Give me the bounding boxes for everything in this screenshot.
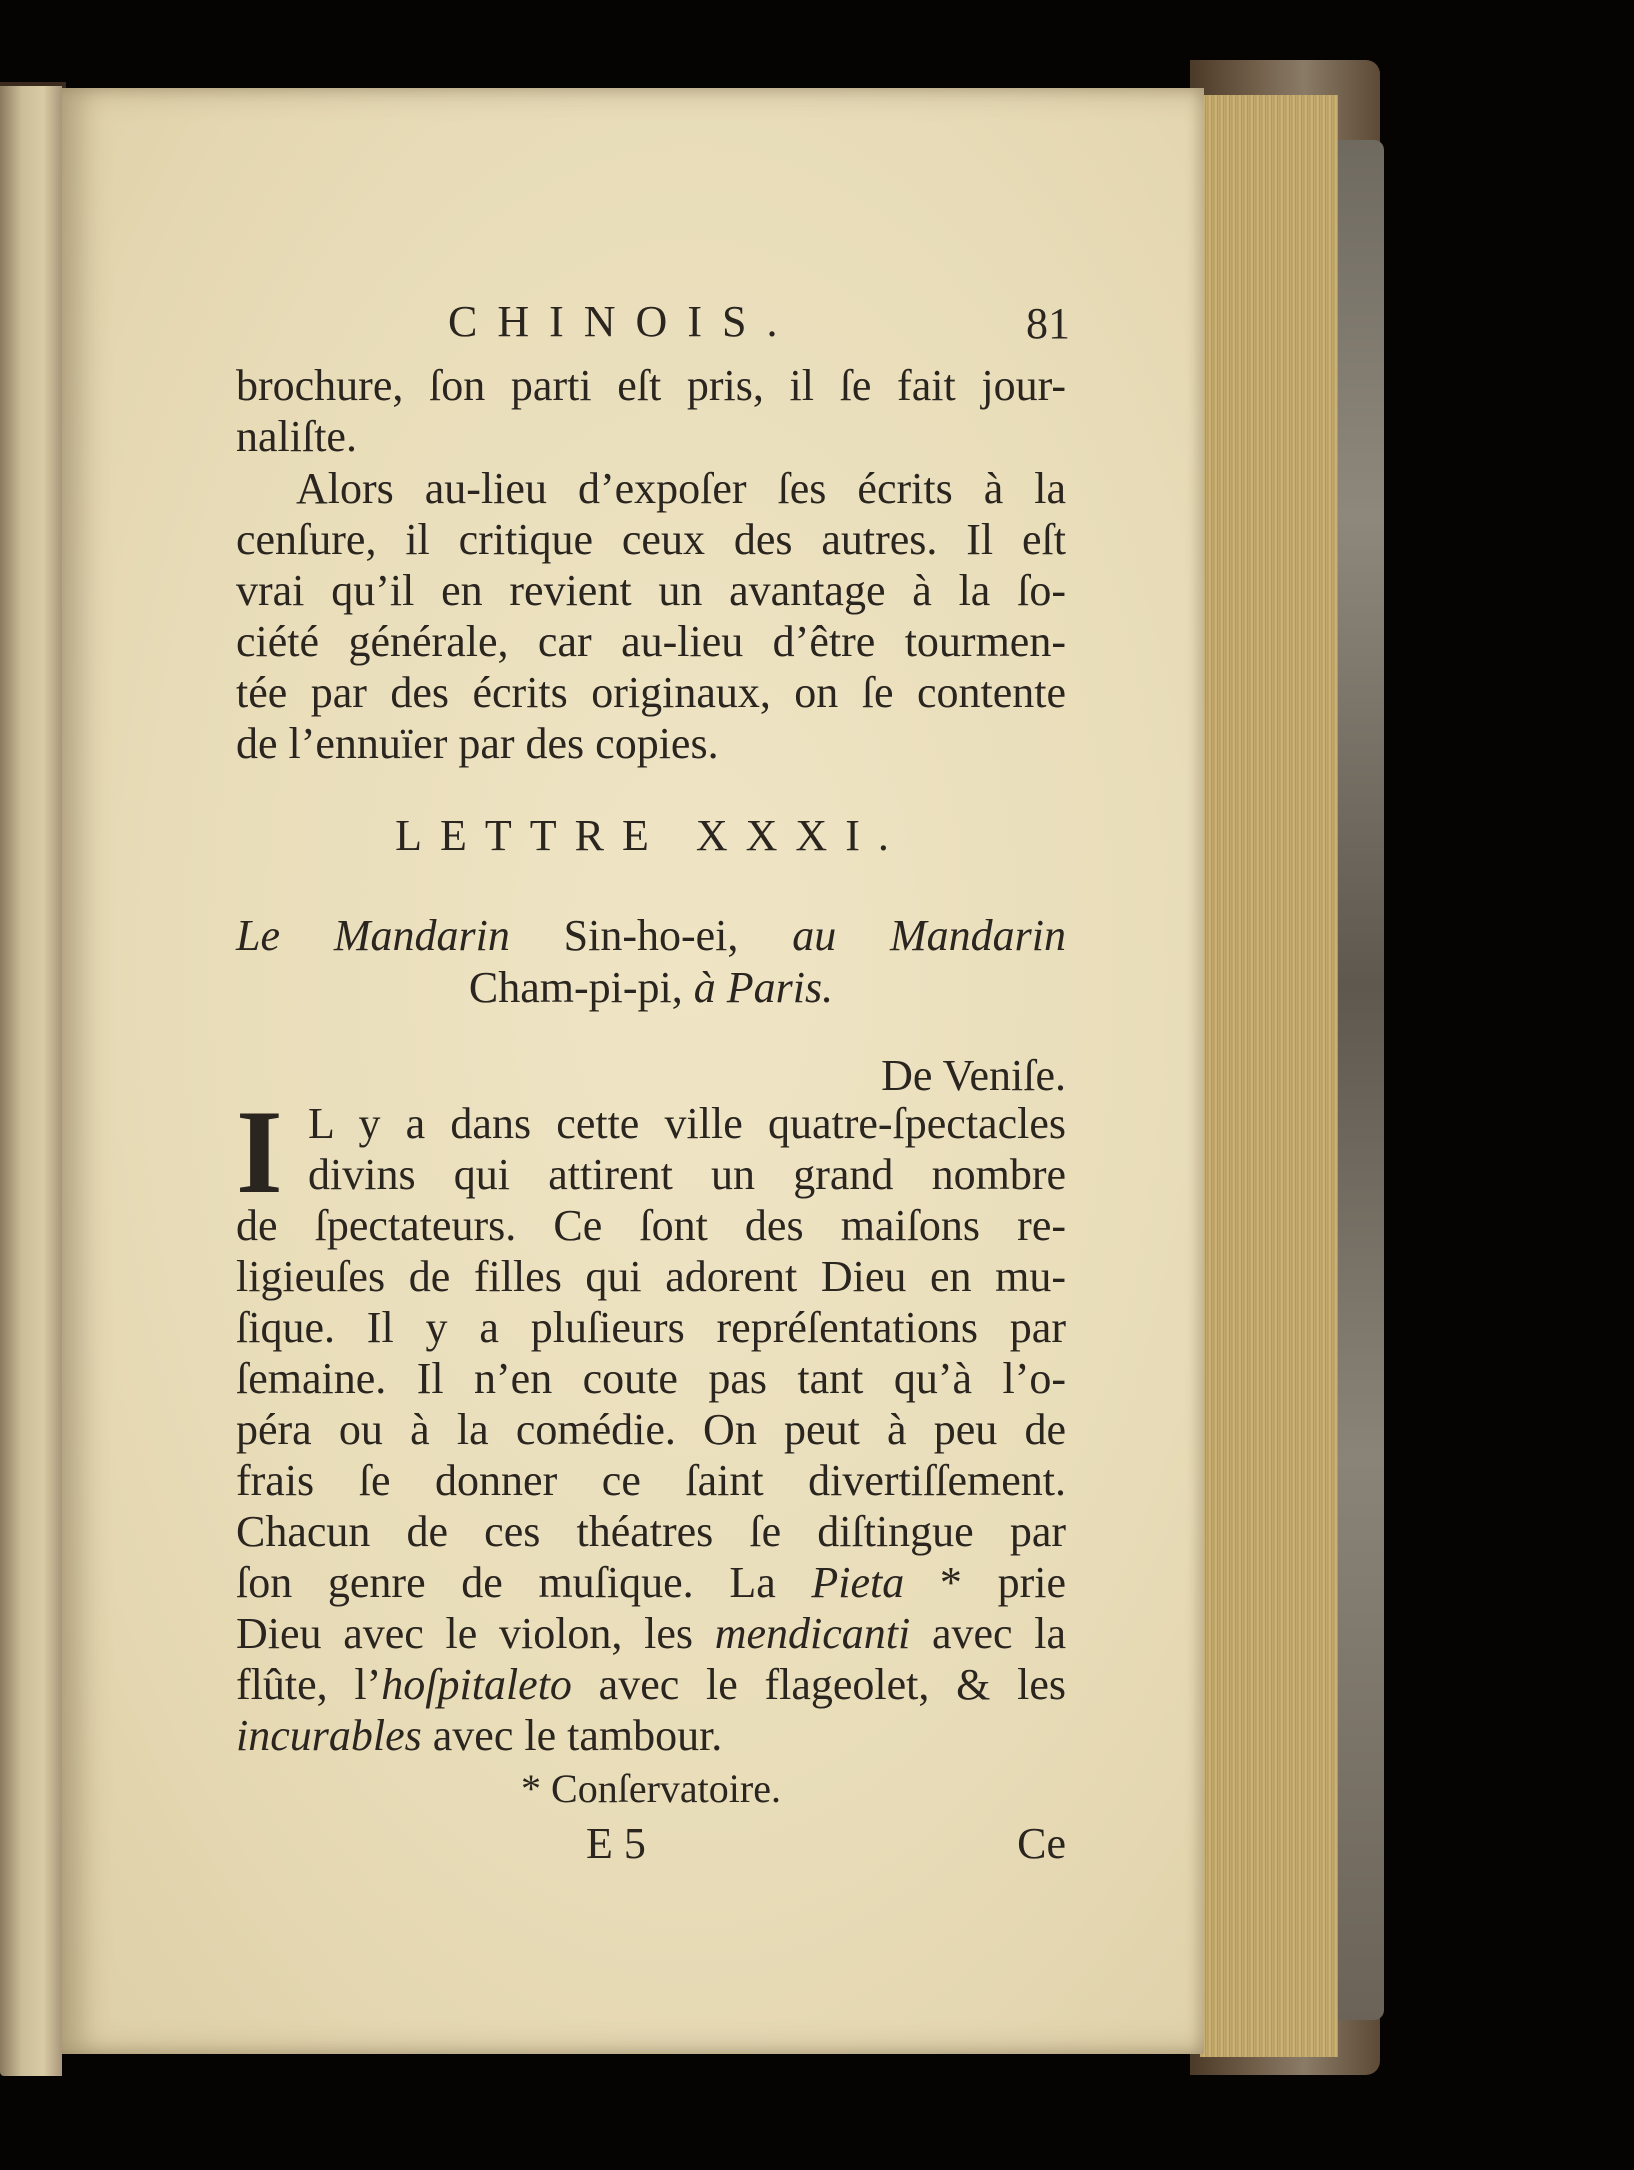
marbled-cover [1338, 140, 1384, 2020]
address-from-name: Sin-ho-ei, [563, 911, 739, 960]
text-line: ciété générale, car au-lieu d’être tourmen- [236, 617, 1066, 666]
address-line-1 [236, 910, 1066, 962]
text-run: ligieuſes de filles qui adorent Dieu en mu- [236, 1252, 1066, 1301]
text-line [236, 1302, 1066, 1353]
text-line: de l’ennuïer par des copies. [236, 719, 719, 768]
text-run: avec le tambour. [421, 1711, 723, 1760]
text-line [236, 1251, 1066, 1302]
previous-page-edge [0, 86, 62, 2076]
text-run: Dieu avec le violon, les [236, 1609, 715, 1658]
italic-term: incurables [236, 1711, 422, 1760]
footnote: * Conſervatoire. [521, 1766, 781, 1811]
letter-body [236, 1098, 1066, 1761]
text-run: frais ſe donner ce ſaint divertiſſement. [236, 1456, 1066, 1505]
italic-term: mendicanti [714, 1609, 911, 1658]
address-le: Le [236, 911, 280, 960]
running-head [236, 296, 1070, 356]
text-line: naliſte. [236, 412, 357, 461]
text-line [236, 1200, 1066, 1251]
text-run: avec le flageolet, & les [571, 1660, 1067, 1709]
italic-term: hoſpitaleto [381, 1660, 572, 1709]
letter-heading: LETTRE XXXI. [395, 811, 907, 860]
address-au: au [792, 911, 837, 960]
text-line: tée par des écrits originaux, on ſe contente [236, 668, 1066, 717]
page-footer [236, 1818, 1066, 1868]
text-line: Alors au-lieu d’expoſer ſes écrits à la [296, 464, 1066, 513]
text-line [236, 1098, 1066, 1149]
text-line: brochure, ſon parti eſt pris, il ſe fait jour- [236, 361, 1066, 410]
letter-address [236, 910, 1066, 1014]
text-line [236, 1659, 1066, 1710]
text-line: vrai qu’il en revient un avantage à la ſo- [236, 566, 1066, 615]
text-line [236, 1710, 1066, 1761]
text-run: ſon genre de muſique. La [236, 1558, 812, 1607]
address-a-paris: à Paris. [693, 963, 834, 1012]
letter-place: De Veniſe. [881, 1051, 1066, 1100]
paragraph-2 [236, 463, 1066, 769]
text-line [236, 1455, 1066, 1506]
italic-term: Pieta [811, 1558, 905, 1607]
running-title: CHINOIS. [448, 297, 798, 346]
drop-capital: I [236, 1085, 283, 1218]
text-run: flûte, l’ [236, 1660, 382, 1709]
text-line [236, 1353, 1066, 1404]
text-run: de ſpectateurs. Ce ſont des maiſons re- [236, 1201, 1066, 1250]
text-run: ſique. Il y a pluſieurs repréſentations par [236, 1303, 1066, 1352]
text-run: péra ou à la comédie. On peut à peu de [236, 1405, 1066, 1454]
address-from-title: Mandarin [333, 911, 510, 960]
text-run: divins qui attirent un grand nombre [308, 1150, 1066, 1199]
page-block-edge [1200, 95, 1338, 2057]
text-line: cenſure, il critique ceux des autres. Il eſt [236, 515, 1066, 564]
text-line [236, 1149, 1066, 1200]
text-line [236, 1608, 1066, 1659]
catchword: Ce [1017, 1819, 1066, 1868]
text-run: avec la [910, 1609, 1067, 1658]
paragraph-1 [236, 360, 1066, 462]
signature-mark: E 5 [586, 1819, 646, 1868]
text-line [236, 1404, 1066, 1455]
address-to-name: Cham-pi-pi, [468, 963, 683, 1012]
page-number: 81 [1026, 299, 1070, 348]
text-run: Chacun de ces théatres ſe diſtingue par [236, 1507, 1066, 1556]
address-line-2 [236, 962, 1066, 1014]
text-run: * prie [904, 1558, 1067, 1607]
text-line [236, 1506, 1066, 1557]
text-run: ſemaine. Il n’en coute pas tant qu’à l’o- [236, 1354, 1066, 1403]
address-to-title: Mandarin [890, 911, 1067, 960]
text-run: L y a dans cette ville quatre-ſpectacles [308, 1099, 1066, 1148]
text-line [236, 1557, 1066, 1608]
